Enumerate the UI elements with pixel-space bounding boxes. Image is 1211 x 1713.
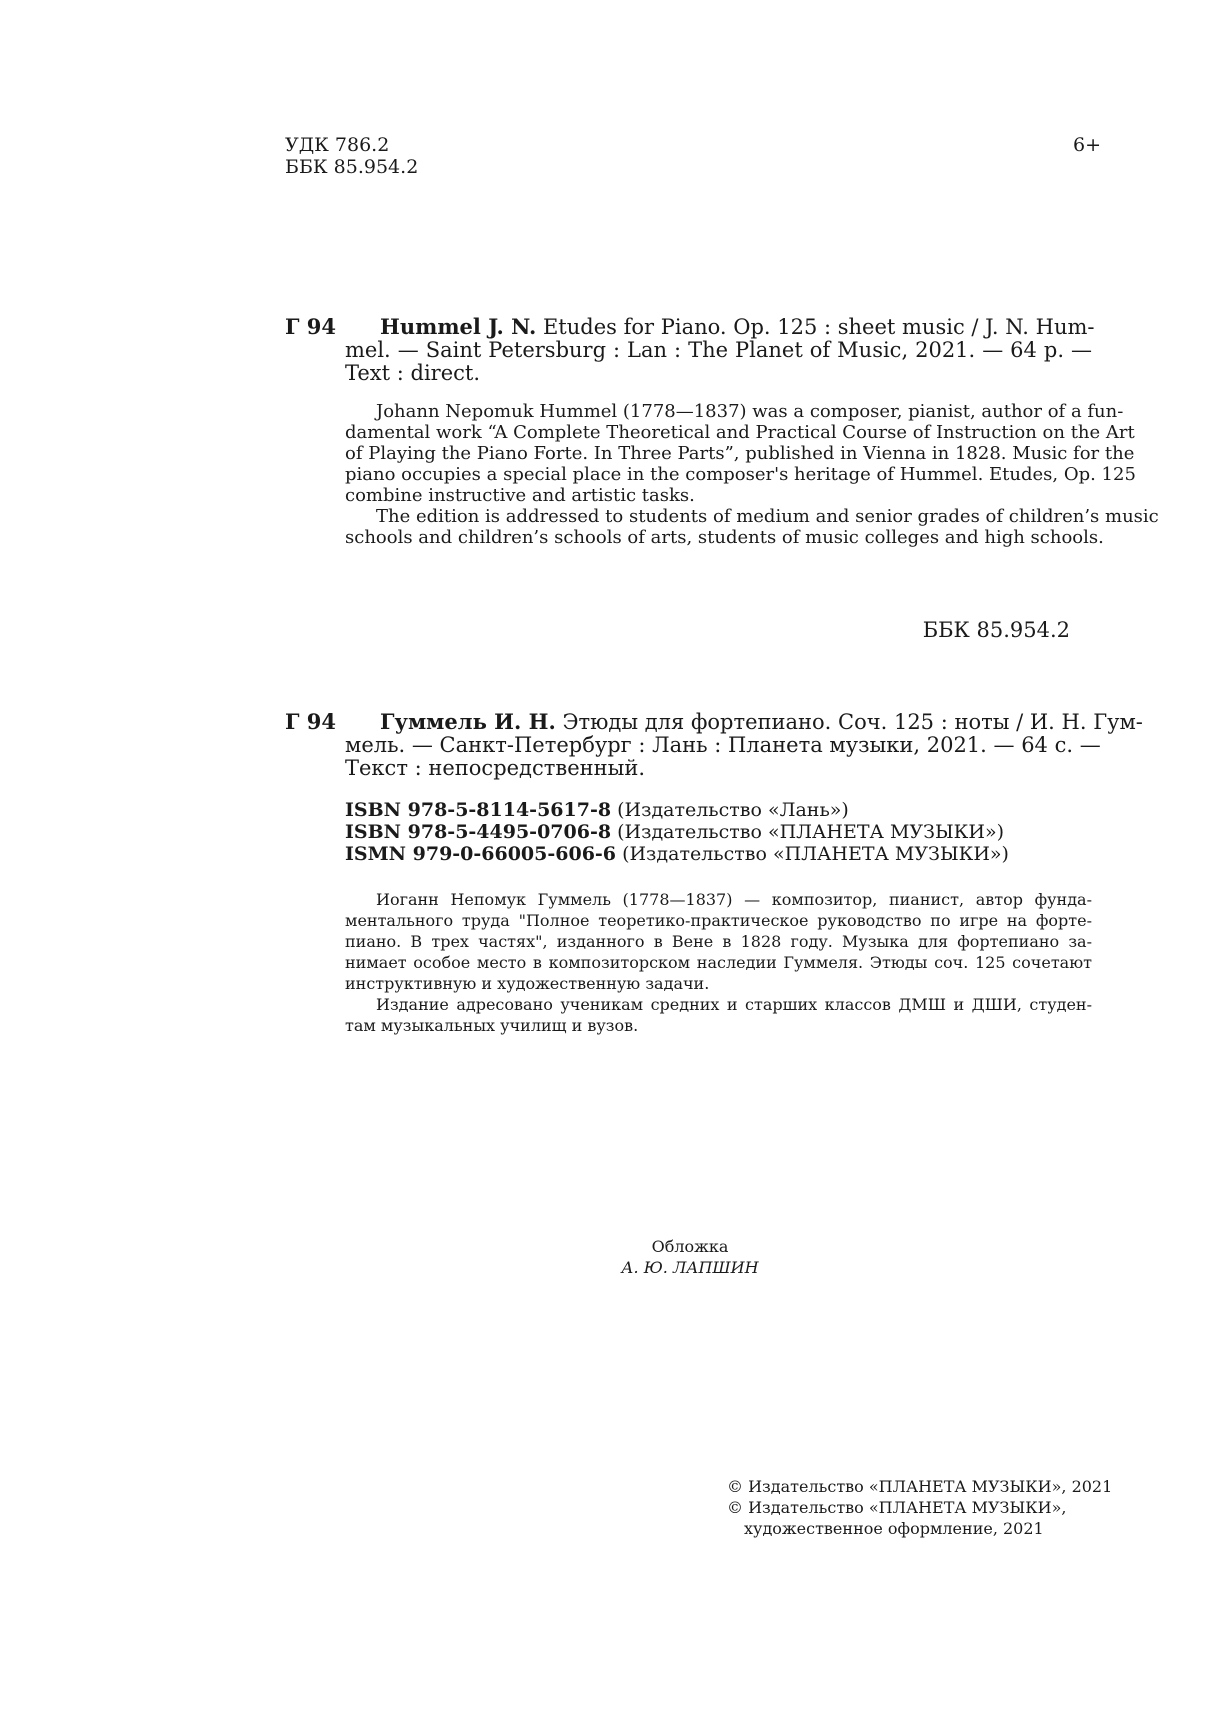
copyright-line-2: © Издательство «ПЛАНЕТА МУЗЫКИ», [727, 1498, 1067, 1517]
english-abstract-line: of Playing the Piano Forte. In Three Parts”, published in Vienna in 1828. Music for the [345, 443, 1135, 464]
english-audience-line: The edition is addressed to students of medium and senior grades of children’s music [376, 506, 1159, 527]
isbn-line [345, 800, 849, 821]
english-abstract-line: damental work “A Complete Theoretical and Practical Course of Instruction on the Art [345, 422, 1135, 443]
cover-label: Обложка [651, 1237, 729, 1256]
ismn-code: ISMN 979-0-66005-606-6 [345, 843, 617, 865]
english-abstract-line: Johann Nepomuk Hummel (1778—1837) was a composer, pianist, author of a fun- [376, 401, 1124, 422]
copyright-line-1: © Издательство «ПЛАНЕТА МУЗЫКИ», 2021 [727, 1477, 1113, 1496]
cover-artist: А. Ю. ЛАПШИН [621, 1258, 759, 1277]
ismn-publisher: (Издательство «ПЛАНЕТА МУЗЫКИ») [616, 843, 1009, 865]
copyright-line-3: художественное оформление, 2021 [744, 1519, 1044, 1538]
russian-abstract-line: ментального труда "Полное теоретико-практическое руководство по игре на форте- [345, 911, 1092, 930]
russian-title: Этюды для фортепиано. Соч. 125 : ноты / И. Н. Гум- [555, 710, 1143, 734]
russian-abstract-line: инструктивную и художественную задачи. [345, 974, 710, 993]
english-record-line-3: Text : direct. [345, 361, 481, 385]
russian-abstract-line: пиано. В трех частях", изданного в Вене в 1828 году. Музыка для фортепиано за- [345, 932, 1092, 951]
english-classification-code: Г 94 [285, 314, 337, 339]
english-record-line-1 [380, 314, 1095, 339]
bbk-code-right: ББК 85.954.2 [922, 618, 1070, 642]
english-abstract-line: combine instructive and artistic tasks. [345, 485, 695, 506]
russian-audience-line: там музыкальных училищ и вузов. [345, 1016, 639, 1035]
english-audience-line: schools and children’s schools of arts, students of music colleges and high schools. [345, 527, 1104, 548]
russian-audience-line: Издание адресовано ученикам средних и старших классов ДМШ и ДШИ, студен- [376, 995, 1092, 1014]
isbn-publisher: (Издательство «Лань») [611, 799, 849, 821]
age-rating: 6+ [1073, 134, 1102, 156]
russian-classification-code: Г 94 [285, 709, 337, 734]
russian-author: Гуммель И. Н. [380, 709, 556, 734]
isbn-code: ISBN 978-5-4495-0706-8 [345, 821, 612, 843]
english-title: Etudes for Piano. Op. 125 : sheet music / J. N. Hum- [536, 315, 1095, 339]
ismn-line [345, 844, 1009, 865]
isbn-code: ISBN 978-5-8114-5617-8 [345, 799, 612, 821]
russian-record-line-1 [380, 709, 1143, 734]
english-author: Hummel J. N. [380, 314, 537, 339]
russian-record-line-2: мель. — Санкт-Петербург : Лань : Планета музыки, 2021. — 64 с. — [345, 733, 1101, 757]
isbn-publisher: (Издательство «ПЛАНЕТА МУЗЫКИ») [611, 821, 1004, 843]
isbn-line [345, 822, 1004, 843]
english-record-line-2: mel. — Saint Petersburg : Lan : The Planet of Music, 2021. — 64 p. — [345, 338, 1092, 362]
english-abstract-line: piano occupies a special place in the composer's heritage of Hummel. Etudes, Op. 125 [345, 464, 1136, 485]
russian-record-line-3: Текст : непосредственный. [345, 756, 645, 780]
russian-abstract-line: нимает особое место в композиторском наследии Гуммеля. Этюды соч. 125 сочетают [345, 953, 1092, 972]
russian-abstract-line: Иоганн Непомук Гуммель (1778—1837) — композитор, пианист, автор фунда- [376, 890, 1092, 909]
udk-code: УДК 786.2 [285, 134, 390, 156]
bbk-code: ББК 85.954.2 [285, 156, 419, 178]
